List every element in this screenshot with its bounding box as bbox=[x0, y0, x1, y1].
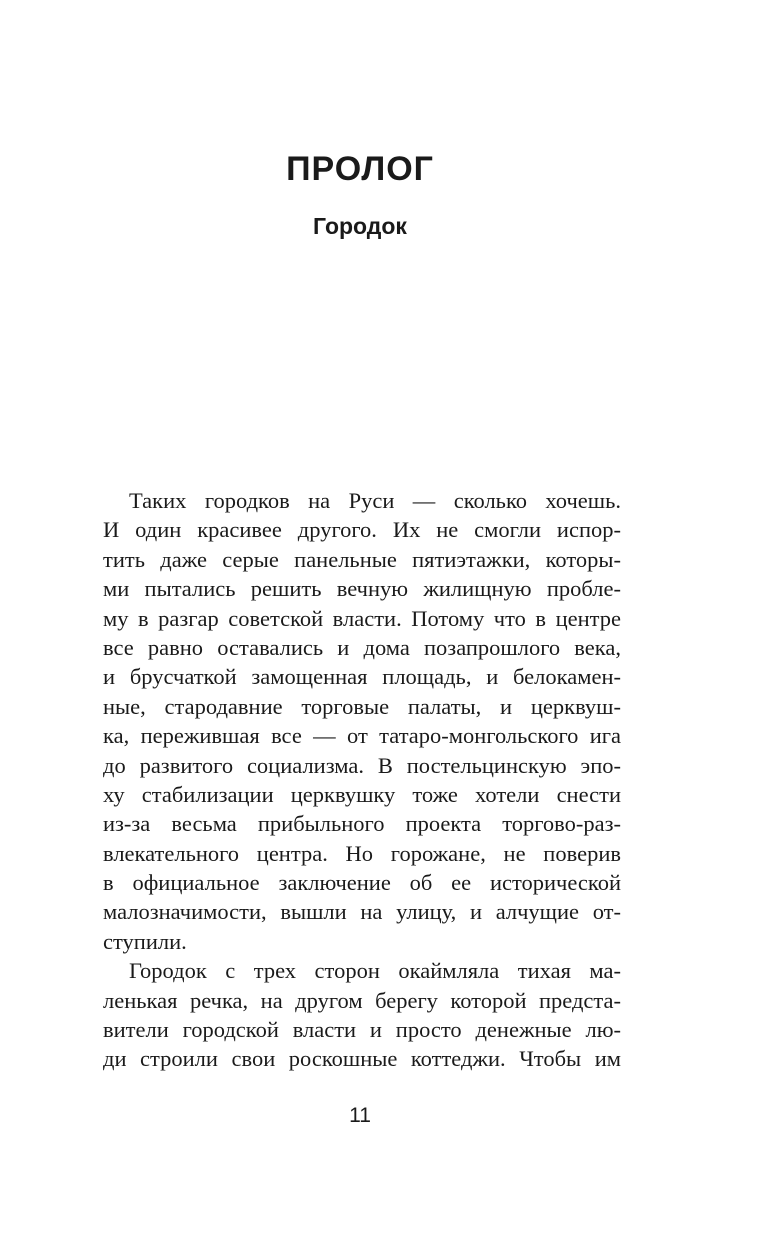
text-line: малозначимости, вышли на улицу, и алчущие от- bbox=[103, 899, 621, 925]
text-line: ленькая речка, на другом берегу которой предста- bbox=[103, 987, 621, 1013]
text-line: ка, пережившая все — от татаро-монгольского ига bbox=[103, 723, 621, 749]
text-line: до развитого социализма. В постельцинскую эпо- bbox=[103, 752, 621, 778]
text-line: Таких городков на Руси — сколько хочешь. bbox=[129, 488, 621, 513]
text-line: ху стабилизации церквушку тоже хотели снести bbox=[103, 781, 621, 807]
paragraph bbox=[103, 486, 621, 956]
text-line: вители городской власти и просто денежные лю- bbox=[103, 1017, 621, 1043]
text-line: влекательного центра. Но горожане, не поверив bbox=[103, 840, 621, 866]
text-line: Городок с трех сторон окаймляла тихая ма- bbox=[129, 958, 621, 984]
text-line: ные, стародавние торговые палаты, и церквуш- bbox=[103, 693, 621, 719]
chapter-subtitle: Городок bbox=[313, 213, 407, 239]
text-line: все равно оставались и дома позапрошлого века, bbox=[103, 634, 621, 660]
text-line: из-за весьма прибыльного проекта торгово-раз- bbox=[103, 811, 621, 837]
text-line: и брусчаткой замощенная площадь, и белокамен- bbox=[103, 664, 621, 690]
text-line: в официальное заключение об ее исторической bbox=[103, 870, 621, 896]
text-line: ди строили свои роскошные коттеджи. Чтобы им bbox=[103, 1046, 621, 1072]
text-line: му в разгар советской власти. Потому что в центре bbox=[103, 605, 621, 631]
text-line: ступили. bbox=[103, 928, 187, 954]
text-line: тить даже серые панельные пятиэтажки, которы- bbox=[103, 546, 621, 572]
text-line: ми пытались решить вечную жилищную пробле- bbox=[103, 576, 621, 602]
chapter-title: ПРОЛОГ bbox=[286, 150, 434, 188]
paragraph bbox=[103, 956, 621, 1074]
page-number: 11 bbox=[349, 1104, 371, 1127]
body-text bbox=[103, 486, 621, 1074]
text-line: И один красивее другого. Их не смогли испор- bbox=[103, 517, 621, 543]
